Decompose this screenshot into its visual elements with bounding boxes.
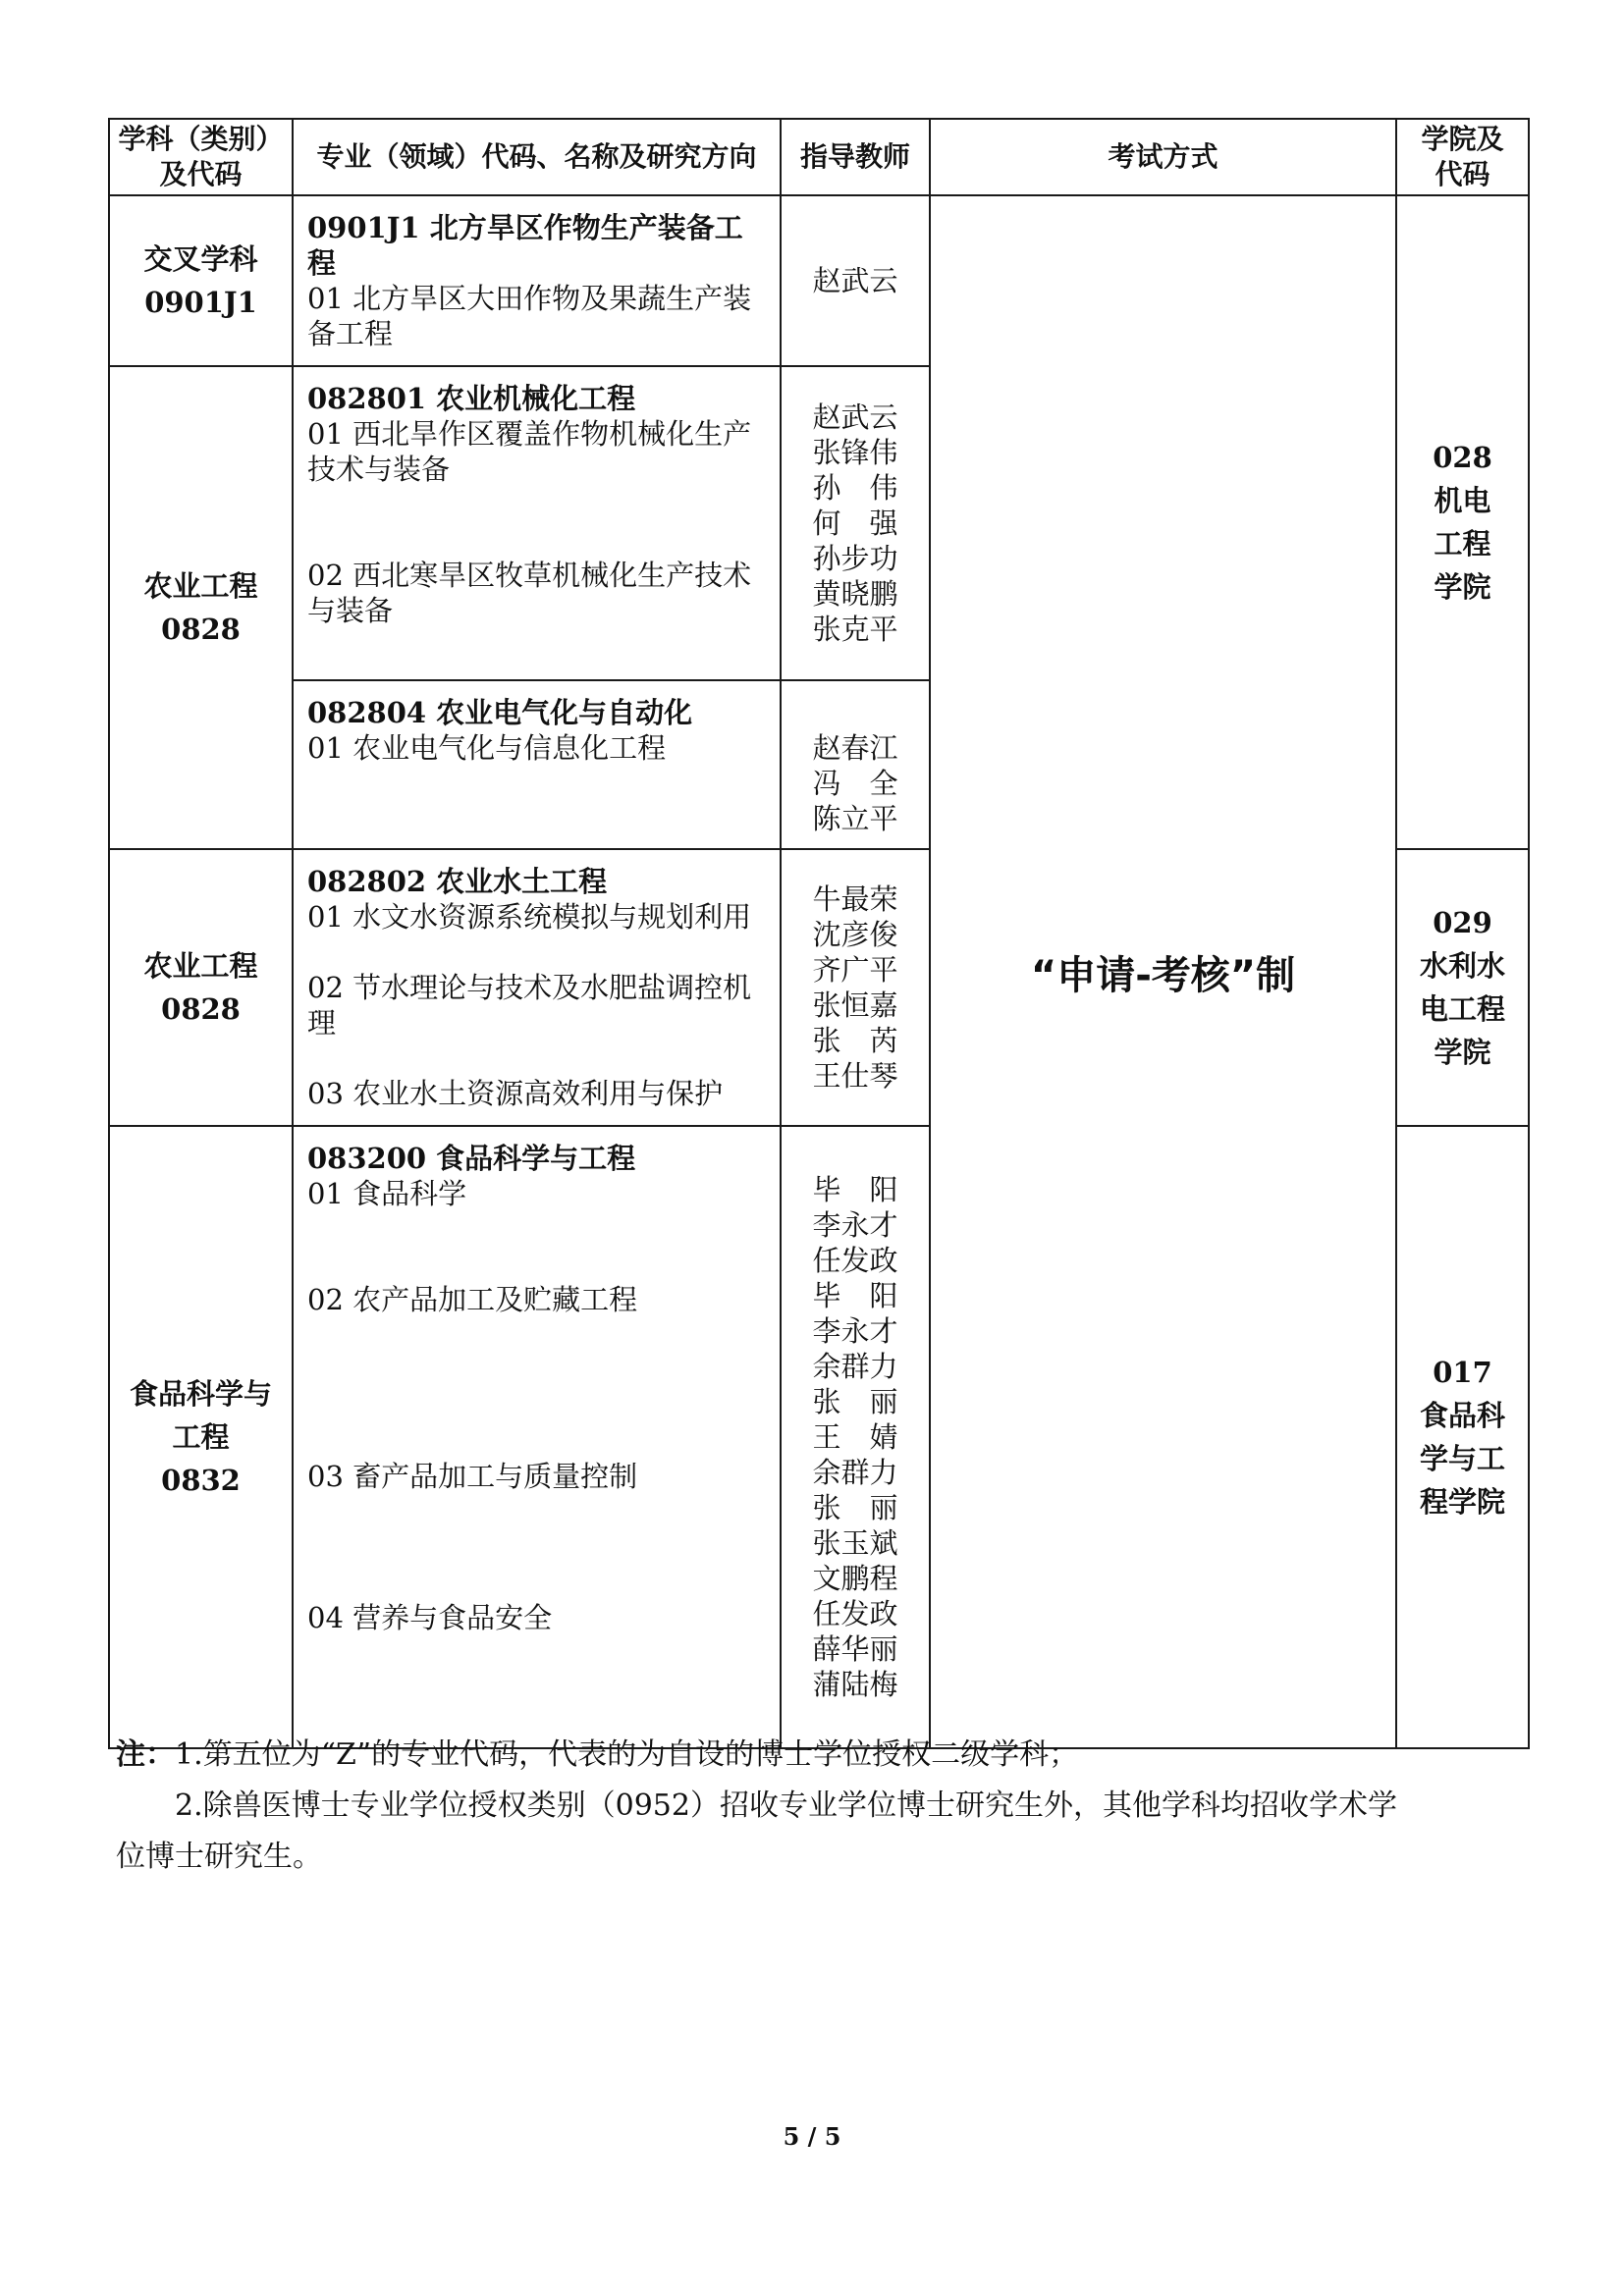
table-header-row [109,119,1529,195]
admission-table [108,118,1530,1749]
subject-name: 农业工程 [143,949,258,983]
spacer [307,1565,766,1600]
teacher-cell [781,195,930,366]
page-number: 5 / 5 [783,2122,841,2151]
spacer [307,1388,766,1423]
research-direction: 01 北方旱区大田作物及果蔬生产装 [307,282,752,315]
teacher-name: 孙步功 [812,542,898,575]
subject-code: 0828 [161,613,241,646]
major-cell [293,849,781,1126]
spacer [307,1041,766,1076]
teacher-cell [781,680,930,849]
research-direction: 04 营养与食品安全 [307,1601,553,1634]
teacher-name: 张锋伟 [812,436,898,469]
teacher-name: 沈彦俊 [812,918,898,951]
spacer [307,522,766,558]
major-cell [293,195,781,366]
major-cell [293,680,781,849]
subject-code: 0901J1 [144,286,257,319]
teacher-name: 王仕琴 [812,1059,898,1093]
major-title: 0901J1 北方旱区作物生产装备工程 [307,211,743,280]
table-row [109,195,1529,366]
teacher-name: 余群力 [812,1350,898,1383]
note-line-3: 位博士研究生。 [116,1840,322,1874]
spacer [307,934,766,970]
note-line-1 [116,1730,1530,1781]
research-direction: 01 西北旱作区覆盖作物机械化生产 [307,417,752,451]
teacher-name: 蒲陆梅 [812,1668,898,1701]
teacher-name: 冯 全 [812,767,898,800]
research-direction: 02 农产品加工及贮藏工程 [307,1283,638,1316]
research-direction: 01 水文水资源系统模拟与规划利用 [307,900,752,934]
subject-cell [109,1126,293,1748]
spacer [307,1317,766,1353]
major-title: 082801 农业机械化工程 [307,382,636,415]
teacher-name: 李永才 [812,1208,898,1242]
header-subject-line1: 学科（类别） [118,123,284,155]
teacher-name: 任发政 [812,1597,898,1630]
research-direction: 01 食品科学 [307,1177,467,1210]
teacher-cell [781,849,930,1126]
college-code: 017 [1433,1356,1492,1389]
spacer [307,1423,766,1459]
research-direction: 与装备 [307,594,394,627]
college-name-line: 程学院 [1419,1485,1505,1519]
teacher-name: 文鹏程 [812,1562,898,1595]
college-cell [1396,849,1529,1126]
college-code: 028 [1433,441,1492,474]
exam-method-cell [930,195,1396,1748]
research-direction: 02 西北寒旱区牧草机械化生产技术 [307,559,752,592]
college-name-line: 学与工 [1419,1442,1505,1475]
header-teacher: 指导教师 [781,119,930,195]
spacer [307,487,766,522]
subject-code: 0832 [161,1464,241,1497]
college-name-line: 电工程 [1419,992,1505,1026]
teacher-name: 孙 伟 [812,471,898,505]
teacher-name: 任发政 [812,1244,898,1277]
note-text: 1.第五位为“Z”的专业代码，代表的为自设的博士学位授权二级学科； [175,1737,1079,1772]
notes-label: 注： [116,1737,175,1772]
teacher-name: 王 婧 [812,1420,898,1454]
major-cell [293,366,781,680]
teacher-name: 张 丽 [812,1491,898,1524]
college-cell [1396,195,1529,849]
college-name-line: 机电 [1434,484,1491,517]
subject-cell [109,366,293,849]
subject-name: 食品科学与 [129,1377,272,1411]
header-subject [109,119,293,195]
major-title: 082802 农业水土工程 [307,865,608,898]
research-direction: 备工程 [307,317,394,350]
college-name-line: 学院 [1434,1036,1491,1069]
teacher-name: 李永才 [812,1314,898,1348]
teacher-name: 毕 阳 [812,1279,898,1312]
teacher-name: 牛最荣 [812,882,898,916]
header-major: 专业（领域）代码、名称及研究方向 [293,119,781,195]
teacher-name: 陈立平 [812,802,898,835]
header-college-line1: 学院及 [1421,123,1504,155]
teacher-name: 张恒嘉 [812,988,898,1022]
research-direction: 03 畜产品加工与质量控制 [307,1460,638,1493]
header-college-line2: 代码 [1435,158,1490,190]
spacer [307,1494,766,1529]
research-direction: 03 农业水土资源高效利用与保护 [307,1077,724,1110]
teacher-name: 赵武云 [812,400,898,434]
teacher-name: 薛华丽 [812,1632,898,1666]
teacher-name: 赵春江 [812,731,898,765]
notes [116,1730,1530,1883]
college-name-line: 水利水 [1419,949,1505,983]
major-cell [293,1126,781,1748]
note-line-2: 2.除兽医博士专业学位授权类别（0952）招收专业学位博士研究生外，其他学科均招收学术学 [175,1789,1397,1823]
spacer [307,1529,766,1565]
college-name-line: 食品科 [1419,1399,1505,1432]
spacer [307,1353,766,1388]
teacher-name: 毕 阳 [812,1173,898,1206]
teacher-name: 黄晓鹏 [812,577,898,611]
college-code: 029 [1433,906,1492,939]
research-direction: 技术与装备 [307,453,451,486]
subject-name: 农业工程 [143,569,258,603]
major-title: 082804 农业电气化与自动化 [307,696,693,729]
header-college [1396,119,1529,195]
subject-cell [109,849,293,1126]
spacer [307,1211,766,1247]
header-subject-line2: 及代码 [159,158,243,190]
major-title: 083200 食品科学与工程 [307,1142,636,1175]
subject-code: 0828 [161,992,241,1026]
teacher-name: 齐广平 [812,953,898,987]
spacer [307,1247,766,1282]
research-direction: 02 节水理论与技术及水肥盐调控机理 [307,971,752,1040]
subject-name: 交叉学科 [143,242,258,276]
teacher-name: 张 芮 [812,1024,898,1057]
teacher-name: 张玉斌 [812,1526,898,1560]
header-exam: 考试方式 [930,119,1396,195]
subject-cell [109,195,293,366]
college-name-line: 学院 [1434,570,1491,604]
teacher-name: 何 强 [812,507,898,540]
teacher-name: 余群力 [812,1456,898,1489]
college-cell [1396,1126,1529,1748]
teacher-cell [781,1126,930,1748]
teacher-name: 赵武云 [812,264,898,297]
subject-name: 工程 [172,1420,230,1454]
teacher-name: 张克平 [812,613,898,646]
college-name-line: 工程 [1434,527,1491,561]
teacher-name: 张 丽 [812,1385,898,1418]
research-direction: 01 农业电气化与信息化工程 [307,731,667,765]
teacher-cell [781,366,930,680]
exam-method: “申请-考核”制 [1030,952,1296,998]
